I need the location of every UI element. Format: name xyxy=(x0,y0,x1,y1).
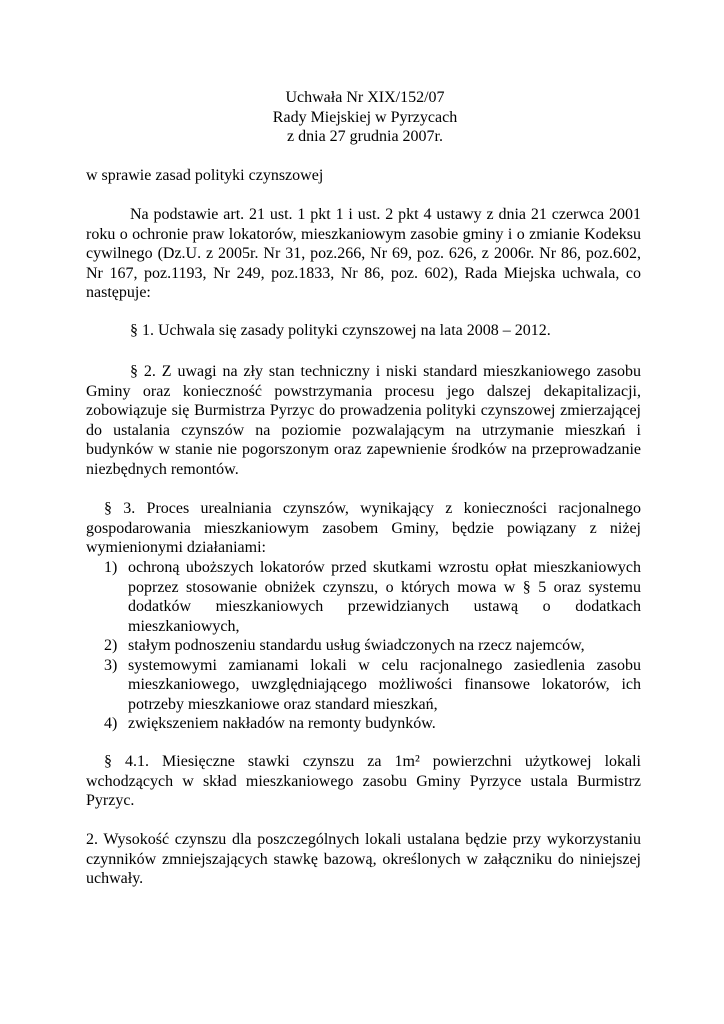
list-item-number: 1) xyxy=(104,559,118,576)
paragraph-4-2: 2. Wysokość czynszu dla poszczególnych lokali ustalana będzie przy wykorzystaniu czynników zmniejszających stawkę bazową, określonych w załączniku do niniejszej uchwały. xyxy=(86,831,641,887)
resolution-subject: w sprawie zasad polityki czynszowej xyxy=(86,167,324,184)
paragraph-3-list xyxy=(104,558,641,734)
list-item xyxy=(104,636,641,656)
list-item-number: 3) xyxy=(104,656,118,674)
paragraph-1: § 1. Uchwala się zasady polityki czynszowej na lata 2008 – 2012. xyxy=(130,322,551,339)
list-item xyxy=(104,558,641,636)
list-item-text: stałym podnoszeniu standardu usług świadczonych na rzecz najemców, xyxy=(128,637,585,654)
list-item xyxy=(104,714,641,734)
resolution-number: Uchwała Nr XIX/152/07 xyxy=(285,89,445,106)
list-item-text: ochroną uboższych lokatorów przed skutkami wzrostu opłat mieszkaniowych poprzez stosowanie obniżek czynszu, o których mowa w § 5 oraz systemu dodatków mieszkaniowych przewidzianych ustawą o dodatkach mieszkaniowych, xyxy=(128,559,641,635)
list-item-text: systemowymi zamianami lokali w celu racjonalnego zasiedlenia zasobu mieszkaniowego, uwzględniającego możliwości finansowe lokatorów, ich potrzeby mieszkaniowe oraz standard mieszkań, xyxy=(128,656,641,713)
list-item-number: 2) xyxy=(104,637,118,654)
resolution-date: z dnia 27 grudnia 2007r. xyxy=(287,128,443,145)
preamble: Na podstawie art. 21 ust. 1 pkt 1 i ust. 2 pkt 4 ustawy z dnia 21 czerwca 2001 roku o ochronie praw lokatorów, mieszkaniowym zasobie gminy i o zmianie Kodeksu cywilnego (Dz.U. z 2005r. Nr 31, poz.266, Nr 69, poz. 626, z 2006r. Nr 86, poz.602, Nr 167, poz.1193, Nr 249, poz.1833, Nr 86, poz. 602), Rada Miejska uchwala, co następuje: xyxy=(86,206,641,301)
paragraph-4-1: § 4.1. Miesięczne stawki czynszu za 1m² powierzchni użytkowej lokali wchodzących w skład mieszkaniowego zasobu Gminy Pyrzyce ustala Burmistrz Pyrzyc. xyxy=(86,753,641,809)
resolution-header xyxy=(0,88,724,147)
paragraph-3-intro: § 3. Proces urealniania czynszów, wynikający z konieczności racjonalnego gospodarowania mieszkaniowym zasobem Gminy, będzie powiązany z niżej wymienionymi działaniami: xyxy=(86,500,641,556)
council-name: Rady Miejskiej w Pyrzycach xyxy=(272,108,458,126)
list-item xyxy=(104,656,641,715)
list-item-text: zwiększeniem nakładów na remonty budynków. xyxy=(128,715,436,732)
list-item-number: 4) xyxy=(104,715,118,732)
paragraph-2: § 2. Z uwagi na zły stan techniczny i niski standard mieszkaniowego zasobu Gminy oraz konieczność powstrzymania procesu jego dalszej dekapitalizacji, zobowiązuje się Burmistrza Pyrzyc do prowadzenia polityki czynszowej zmierzającej do ustalania czynszów na poziomie pozwalającym na utrzymanie mieszkań i budynków w stanie nie pogorszonym oraz zapewnienie środków na przeprowadzanie niezbędnych remontów. xyxy=(86,363,641,478)
